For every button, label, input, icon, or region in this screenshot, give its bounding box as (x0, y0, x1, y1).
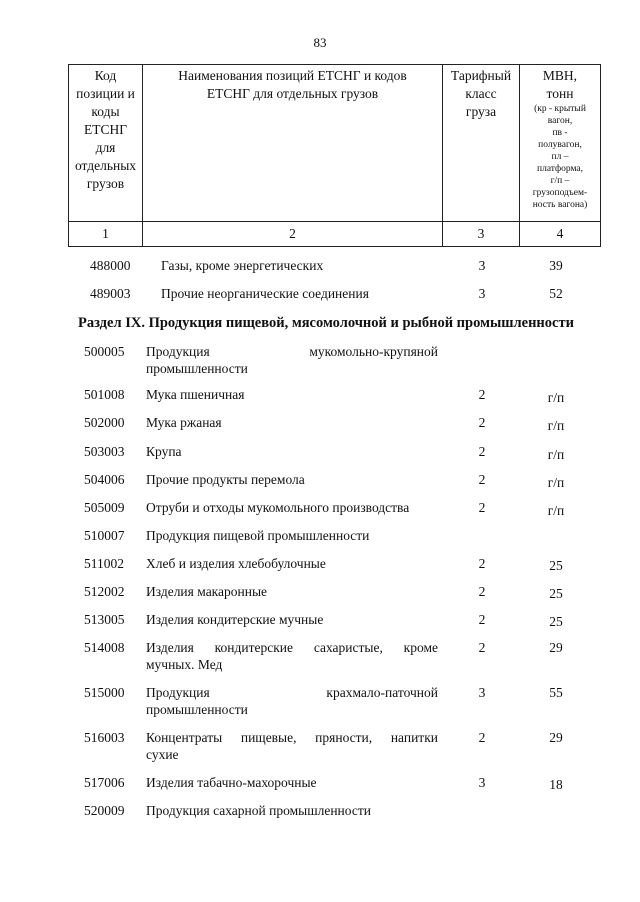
row-code: 517006 (84, 775, 125, 790)
row-name (146, 639, 438, 673)
column-number: 3 (443, 222, 520, 247)
header-tariff (443, 65, 520, 222)
row-class: 3 (478, 775, 486, 790)
row-mvn: 52 (549, 286, 563, 301)
row-code: 501008 (84, 387, 125, 402)
header-tariff-line: класс (465, 86, 497, 101)
header-mvn-note: платформа, (537, 164, 583, 174)
row-name: Продукция сахарной промышленности (146, 803, 371, 818)
header-tariff-line: груза (465, 104, 497, 119)
row-name: Продукция пищевой промышленности (146, 528, 370, 543)
header-code-line: отдельных (74, 158, 137, 173)
row-class: 2 (478, 444, 486, 459)
row-class: 2 (478, 584, 486, 599)
row-name-part: Продукция (146, 685, 210, 700)
row-code: 520009 (84, 803, 125, 818)
row-name: Прочие продукты перемола (146, 472, 305, 487)
row-name-line: сухие (146, 747, 179, 762)
header-code-line: коды (91, 104, 120, 119)
row-name: Хлеб и изделия хлебобулочные (146, 556, 326, 571)
header-mvn-note: г/п – (550, 176, 570, 186)
header-name (143, 65, 443, 222)
row-name-line: промышленности (146, 702, 248, 717)
row-name: Газы, кроме энергетических (161, 258, 324, 273)
header-code-line: грузов (86, 176, 125, 191)
row-name-part: мукомольно-крупяной (309, 344, 438, 359)
row-mvn: г/п (547, 447, 565, 462)
section-title: Раздел IX. Продукция пищевой, мясомолочной и рыбной промышленности (78, 315, 574, 331)
row-code: 516003 (84, 730, 125, 745)
row-code: 488000 (90, 258, 131, 273)
row-mvn: 29 (549, 730, 563, 745)
row-name: Мука пшеничная (146, 387, 245, 402)
row-code: 505009 (84, 500, 125, 515)
header-mvn (520, 65, 601, 222)
row-code: 512002 (84, 584, 125, 599)
row-name-part: Продукция (146, 344, 210, 359)
header-code (69, 65, 143, 222)
header-mvn-note: пл – (551, 152, 569, 162)
row-mvn: г/п (547, 475, 565, 490)
row-name: Крупа (146, 444, 182, 459)
header-mvn-title: МВН, (542, 68, 578, 83)
page-number: 83 (313, 35, 327, 50)
row-class: 3 (478, 286, 486, 301)
header-mvn-note: вагон, (547, 116, 573, 126)
row-name: Изделия табачно-махорочные (146, 775, 317, 790)
row-name: Изделия макаронные (146, 584, 268, 599)
row-class: 2 (478, 730, 486, 745)
header-mvn-title: тонн (546, 86, 574, 101)
row-class: 3 (478, 685, 486, 700)
row-mvn: 29 (549, 640, 563, 655)
row-code: 511002 (84, 556, 124, 571)
row-class: 2 (478, 387, 486, 402)
header-code-line: Код (94, 68, 117, 83)
row-class: 2 (478, 612, 486, 627)
row-code: 504006 (84, 472, 125, 487)
header-name-line: ЕТСНГ для отдельных грузов (206, 86, 379, 101)
header-tariff-line: Тарифный (450, 68, 512, 83)
row-name (146, 343, 438, 377)
row-mvn: г/п (547, 390, 565, 405)
row-code: 489003 (90, 286, 131, 301)
row-name-line: Концентраты пищевые, пряности, напитки (146, 730, 438, 745)
row-mvn: 25 (549, 614, 563, 629)
header-code-line: для (95, 140, 116, 155)
row-name: Изделия кондитерские мучные (146, 612, 324, 627)
row-mvn: 18 (549, 777, 563, 792)
header-mvn-note: полувагон, (538, 140, 582, 150)
row-mvn: 25 (549, 586, 563, 601)
header-mvn-note: (кр - крытый (534, 104, 586, 114)
row-code: 514008 (84, 640, 125, 655)
table-header (68, 64, 601, 247)
row-name: Мука ржаная (146, 415, 222, 430)
row-class: 3 (478, 258, 486, 273)
row-name-line: промышленности (146, 361, 248, 376)
row-code: 500005 (84, 344, 125, 359)
row-name: Прочие неорганические соединения (161, 286, 369, 301)
row-mvn: г/п (547, 503, 565, 518)
row-mvn: 39 (549, 258, 563, 273)
row-code: 510007 (84, 528, 125, 543)
row-name (146, 684, 438, 718)
column-number: 4 (520, 222, 601, 247)
row-class: 2 (478, 415, 486, 430)
row-name-line: Изделия кондитерские сахаристые, кроме (146, 640, 438, 655)
row-class: 2 (478, 472, 486, 487)
row-name: Отруби и отходы мукомольного производства (146, 500, 410, 515)
row-code: 515000 (84, 685, 125, 700)
column-number: 1 (69, 222, 143, 247)
row-code: 502000 (84, 415, 125, 430)
row-name-part: крахмало-паточной (326, 685, 438, 700)
column-number: 2 (143, 222, 443, 247)
row-name (146, 729, 438, 763)
row-class: 2 (478, 640, 486, 655)
row-mvn: 55 (549, 685, 563, 700)
row-code: 503003 (84, 444, 125, 459)
header-mvn-note: ность вагона) (532, 200, 588, 210)
row-code: 513005 (84, 612, 125, 627)
header-mvn-note: грузоподъем- (532, 188, 588, 198)
row-mvn: 25 (549, 558, 563, 573)
row-name-line: мучных. Мед (146, 657, 223, 672)
row-class: 2 (478, 556, 486, 571)
row-class: 2 (478, 500, 486, 515)
header-mvn-note: пв - (552, 128, 568, 138)
header-name-line: Наименования позиций ЕТСНГ и кодов (178, 68, 407, 83)
header-code-line: позиции и (76, 86, 135, 101)
header-code-line: ЕТСНГ (83, 122, 128, 137)
row-mvn: г/п (547, 418, 565, 433)
